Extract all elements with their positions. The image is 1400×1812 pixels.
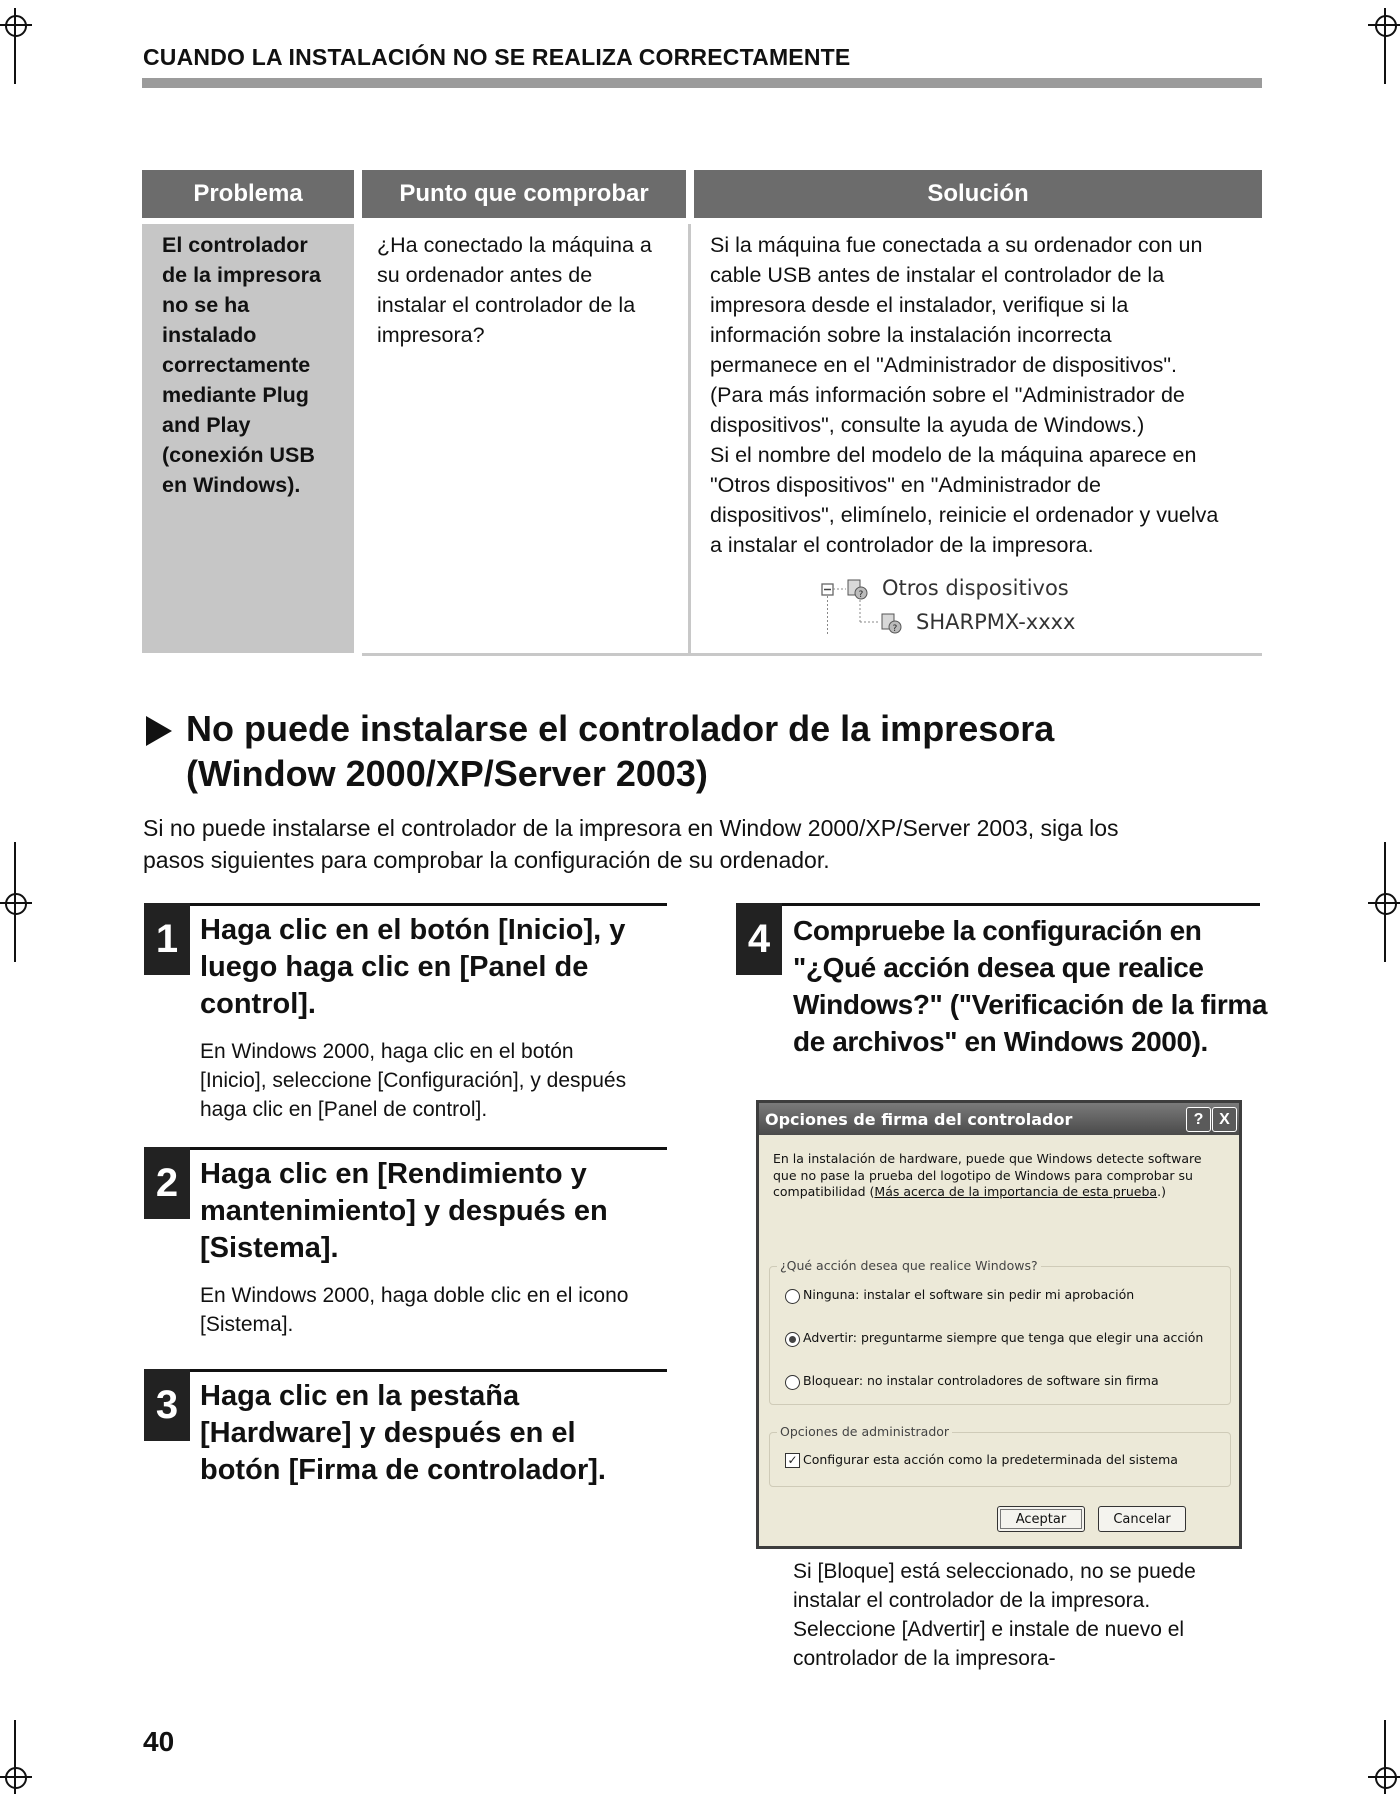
admin-group-label: Opciones de administrador [777, 1424, 952, 1439]
table-header-problema: Problema [142, 170, 354, 218]
table-divider [688, 224, 691, 656]
registration-mark-bottom-right [1368, 1760, 1400, 1794]
radio-ninguna[interactable] [785, 1289, 800, 1304]
step-rule [736, 903, 1260, 906]
running-header: CUANDO LA INSTALACIÓN NO SE REALIZA CORRECTAMENTE [143, 44, 851, 70]
step-title: Haga clic en [Rendimiento y mantenimiento] y después en [Sistema]. [200, 1158, 608, 1264]
problem-text: El controlador de la impresora no se ha instalado correctamente mediante Plug and Play (conexión USB en Windows). [162, 233, 321, 497]
radio-advertir[interactable] [785, 1332, 800, 1347]
step-title: Haga clic en la pestaña [Hardware] y después en el botón [Firma de controlador]. [200, 1380, 606, 1486]
step-body: En Windows 2000, haga doble clic en el icono [Sistema]. [200, 1284, 629, 1336]
section-title: No puede instalarse el controlador de la impresora (Window 2000/XP/Server 2003) [186, 708, 1055, 794]
device-tree [820, 572, 1080, 642]
table-bottom-rule [362, 653, 1262, 656]
table-header-solucion: Solución [694, 170, 1262, 218]
step-title: Compruebe la configuración en "¿Qué acción desea que realice Windows?" ("Verificación de la firma de archivos" en Windows 2000). [793, 915, 1268, 1057]
table-header-punto: Punto que comprobar [362, 170, 686, 218]
crop-line [14, 40, 16, 84]
registration-mark-bottom-left [0, 1760, 32, 1794]
step-rule [144, 1369, 667, 1372]
default-checkbox-label: Configurar esta acción como la predeterminada del sistema [803, 1452, 1178, 1467]
header-rule [142, 78, 1262, 88]
section-intro: Si no puede instalarse el controlador de la impresora en Window 2000/XP/Server 2003, siga los pasos siguientes para comprobar la configuración de su ordenador. [143, 815, 1119, 873]
close-button[interactable]: X [1212, 1107, 1237, 1132]
svg-text:?: ? [858, 590, 864, 600]
crop-line [1384, 1720, 1386, 1764]
cancel-button[interactable]: Cancelar [1098, 1506, 1186, 1532]
crop-line [14, 842, 16, 962]
accept-button[interactable]: Aceptar [997, 1506, 1085, 1532]
radio-bloquear[interactable] [785, 1375, 800, 1390]
radio-advertir-label: Advertir: preguntarme siempre que tenga que elegir una acción [803, 1330, 1204, 1345]
section-arrow-icon [146, 716, 172, 746]
page-number: 40 [143, 1726, 175, 1757]
crop-line [1384, 40, 1386, 84]
driver-signing-dialog [756, 1100, 1242, 1549]
step-title: Haga clic en el botón [Inicio], y luego haga clic en [Panel de control]. [200, 914, 626, 1020]
tree-parent-label: Otros dispositivos [882, 576, 1069, 600]
radio-bloquear-label: Bloquear: no instalar controladores de software sin firma [803, 1373, 1159, 1388]
dialog-intro: En la instalación de hardware, puede que Windows detecte software que no pase la prueba del logotipo de Windows para comprobar su compatibilidad (Más acerca de la importancia de esta prueba.) [773, 1151, 1202, 1199]
crop-line [14, 1720, 16, 1764]
solution-text: Si la máquina fue conectada a su ordenador con un cable USB antes de instalar el controlador de la impresora desde el instalador, verifique si la información sobre la instalación incorrecta permanece en el "Administrador de dispositivos". (Para más información sobre el "Administrador de dispositivos", consulte la ayuda de Windows.) Si el nombre del modelo de la máquina aparece en "Otros dispositivos" en "Administrador de dispositivos", elimínelo, reinicie el ordenador y vuelva a instalar el controlador de la impresora. [710, 233, 1219, 557]
action-group-label: ¿Qué acción desea que realice Windows? [777, 1258, 1041, 1273]
registration-mark-mid-left [0, 886, 32, 920]
dialog-titlebar [759, 1103, 1239, 1135]
dialog-title: Opciones de firma del controlador [765, 1109, 1073, 1129]
registration-mark-top-right [1368, 8, 1400, 42]
help-button[interactable]: ? [1186, 1107, 1211, 1132]
step-body: En Windows 2000, haga clic en el botón [Inicio], seleccione [Configuración], y después haga clic en [Panel de control]. [200, 1040, 627, 1121]
unknown-device-icon [880, 612, 902, 634]
step-number: 1 [144, 903, 190, 975]
step-number: 2 [144, 1147, 190, 1219]
step-number: 3 [144, 1369, 190, 1441]
dialog-note: Si [Bloque] está seleccionado, no se puede instalar el controlador de la impresora. Seleccione [Advertir] e instale de nuevo el controlador de la impresora- [793, 1560, 1196, 1670]
crop-line [1384, 842, 1386, 962]
check-text: ¿Ha conectado la máquina a su ordenador antes de instalar el controlador de la impresora? [377, 233, 652, 347]
registration-mark-top-left [0, 8, 32, 42]
svg-text:?: ? [892, 624, 898, 634]
learn-more-link[interactable]: Más acerca de la importancia de esta prueba [874, 1184, 1158, 1199]
step-rule [144, 1147, 667, 1150]
step-number: 4 [736, 903, 782, 975]
default-checkbox[interactable]: ✓ [785, 1453, 800, 1468]
radio-ninguna-label: Ninguna: instalar el software sin pedir mi aprobación [803, 1287, 1135, 1302]
unknown-device-icon [846, 578, 868, 600]
step-rule [144, 903, 667, 906]
tree-child-label: SHARPMX-xxxx [916, 610, 1076, 634]
